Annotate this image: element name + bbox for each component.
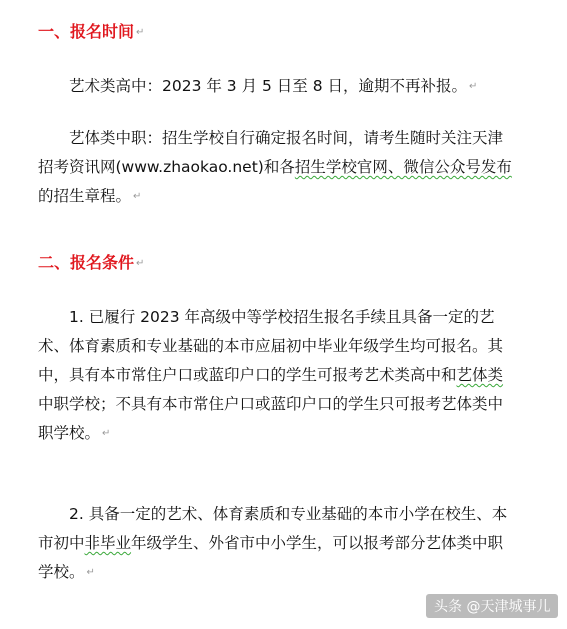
section2-heading: 二、报名条件 ↵	[38, 253, 145, 272]
paragraph-mark-icon: ↵	[86, 567, 95, 578]
vocational-paragraph	[38, 124, 530, 211]
text-line: 职学校。 ↵	[38, 424, 111, 442]
paragraph-mark-icon: ↵	[136, 257, 145, 269]
text-line: 市初中非毕业年级学生、外省市中小学生，可以报考部分艺体类中职	[38, 534, 504, 552]
art-school-paragraph	[38, 72, 530, 101]
paragraph-mark-icon: ↵	[102, 428, 111, 439]
text-line: 中职学校；不具有本市常住户口或蓝印户口的学生只可报考艺体类中	[38, 395, 504, 413]
spellcheck-underlined-text: 招生学校官网、微信公众号发布	[294, 158, 512, 176]
paragraph-mark-icon: ↵	[136, 26, 145, 38]
text-line: 的招生章程。 ↵	[38, 187, 142, 205]
paragraph-mark-icon: ↵	[469, 81, 478, 92]
spellcheck-underlined-text: 艺体类	[456, 366, 504, 384]
text-line: 术、体育素质和专业基础的本市应届初中毕业年级学生均可报名。其	[38, 337, 504, 355]
paragraph-mark-icon: ↵	[133, 191, 142, 202]
text-line: 艺术类高中：2023 年 3 月 5 日至 8 日，逾期不再补报。 ↵	[69, 77, 478, 95]
text-line: 招考资讯网(www.zhaokao.net)和各招生学校官网、微信公众号发布	[38, 158, 512, 176]
condition-item-2	[38, 500, 530, 587]
text-line: 艺体类中职：招生学校自行确定报名时间，请考生随时关注天津	[69, 129, 504, 147]
text-line: 1. 已履行 2023 年高级中等学校招生报名手续且具备一定的艺	[69, 308, 495, 326]
source-watermark: 头条 @天津城事儿	[426, 594, 558, 618]
text-line: 2. 具备一定的艺术、体育素质和专业基础的本市小学在校生、本	[69, 505, 508, 523]
text-line: 中，具有本市常住户口或蓝印户口的学生可报考艺术类高中和艺体类	[38, 366, 504, 384]
text-line: 学校。 ↵	[38, 563, 95, 581]
section1-heading: 一、报名时间 ↵	[38, 22, 145, 41]
spellcheck-underlined-text: 非毕业	[84, 534, 132, 552]
condition-item-1	[38, 303, 530, 448]
